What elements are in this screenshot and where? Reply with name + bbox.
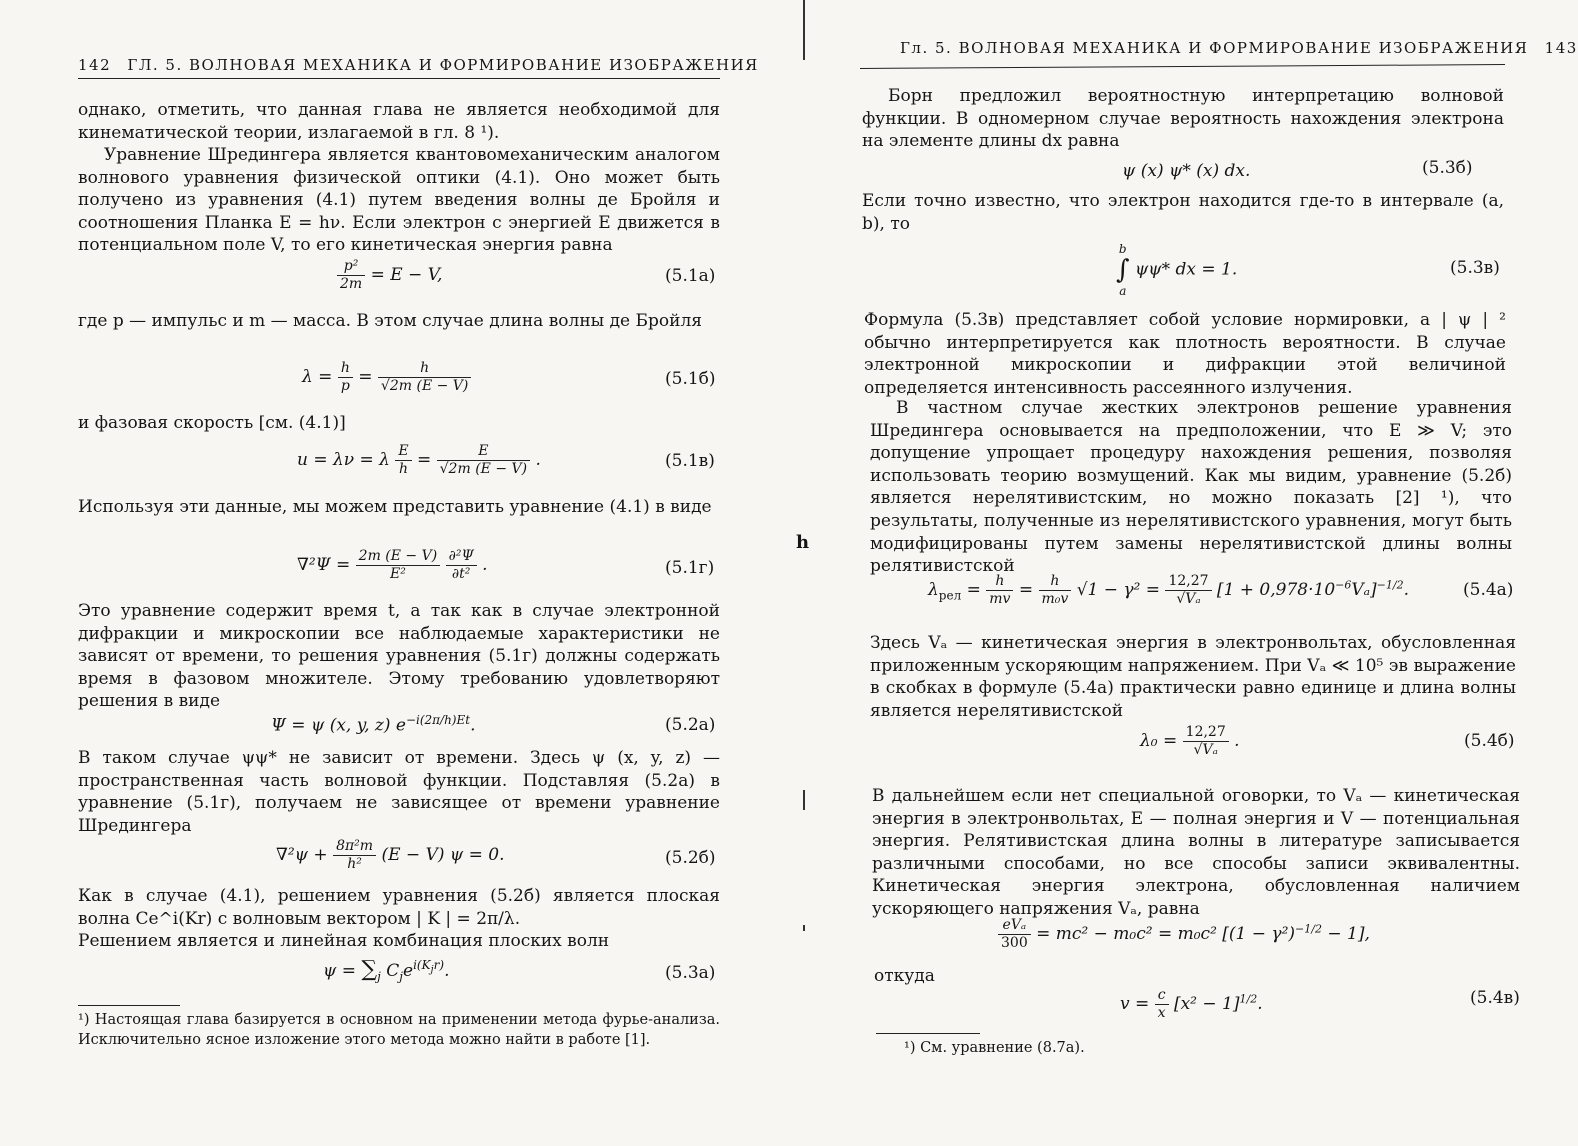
equation: b ∫ a ψψ* dx = 1. [1116, 242, 1238, 298]
equation-label: (5.4б) [1464, 731, 1515, 751]
equation: v = $\frac{c}{x}$ $[x^2 - 1]^{1/2}$. [1120, 987, 1263, 1021]
paragraph: откуда [874, 966, 935, 986]
footnote: ¹) Настоящая глава базируется в основном на применении метода фурье-анализа. Исключительно ясное изложение этого метода можно найти в работе [1]. [78, 1012, 720, 1048]
equation: $\lambda_{рел}$ = $\frac{h}{mv}$ = $\frac{h}{\text{m₀v}}$ √1 − γ² = $\frac{12,27}{\text{√Vₐ}}$ $[1 + 0,978\cdot 10^{-6}V_a]^{-1/2}$. [928, 573, 1409, 607]
equation-label: (5.2б) [665, 848, 716, 868]
paragraph: Решением является и линейная комбинация плоских волн [78, 931, 610, 951]
footnote-rule [78, 1005, 180, 1006]
header-rule [860, 64, 1505, 69]
equation-label: (5.1б) [665, 369, 716, 389]
equation: ∇²Ψ = $\frac{2m (E - V)}{\text{E²}}$ $\frac{\text{∂²Ψ}}{\text{∂t²}}$ . [297, 548, 488, 582]
equation: u = λν = λ $\frac{E}{h}$ = $\frac{E}{√2m (E - V)}$ . [297, 443, 541, 477]
footnote-rule [876, 1033, 980, 1034]
paragraph: однако, отметить, что данная глава не является необходимой для кинематической теории, излагаемой в гл. 8 ¹). [78, 100, 720, 143]
equation: $\frac{\text{p²}}{2m}$ = E − V, [337, 258, 442, 293]
paragraph: Формула (5.3в) представляет собой условие нормировки, а | ψ | ² обычно интерпретируется как плотность вероятности. В случае электронной микроскопии и дифракции этой величиной определяется интенсивность рассеянного излучения. [864, 310, 1506, 398]
equation-label: (5.1г) [665, 558, 715, 578]
paragraph: В таком случае ψψ* не зависит от времени. Здесь ψ (x, y, z) — пространственная часть волновой функции. Подставляя (5.2а) в уравнение (5.1г), получаем не зависящее от времени уравнение Шредингера [78, 748, 720, 836]
equation-label: (5.4а) [1463, 580, 1514, 600]
page-header [900, 39, 1578, 57]
paragraph: Борн предложил вероятностную интерпретацию волновой функции. В одномерном случае вероятность нахождения электрона на элементе длины dx равна [862, 86, 1504, 152]
paragraph: В частном случае жестких электронов решение уравнения Шредингера основывается на предположении, что E ≫ V; это допущение упрощает процедуру нахождения решения, позволяя использовать теорию возмущений. Как мы видим, уравнение (5.2б) является нерелятивистским, но можно показать [2] ¹), что результаты, полученные из нерелятивистского уравнения, могут быть модифицированы путем замены нерелятивистской длины волны релятивистской [870, 398, 1512, 577]
equation-label: (5.3а) [665, 963, 716, 983]
running-title: ГЛ. 5. ВОЛНОВАЯ МЕХАНИКА И ФОРМИРОВАНИЕ ИЗОБРАЖЕНИЯ [127, 56, 759, 74]
equation-label: (5.1в) [665, 451, 715, 471]
paragraph: Это уравнение содержит время t, а так как в случае электронной дифракции и микроскопии все наблюдаемые характеристики не зависят от времени, то решения уравнения (5.1г) должны содержать время в фазовом множителе. Этому требованию удовлетворяют решения в виде [78, 601, 720, 712]
equation: ψ (x) ψ* (x) dx. [1122, 161, 1251, 181]
equation: λ = $\frac{h}{p}$ = $\frac{h}{√2m (E - V)}$ [302, 360, 471, 395]
paragraph: Уравнение Шредингера является квантовомеханическим аналогом волнового уравнения физической оптики (4.1). Оно может быть получено из уравнения (4.1) путем введения волны де Бройля и соотношения Планка E = hν. Если электрон с энергией E движется в потенциальном поле V, то его кинетическая энергия равна [78, 145, 720, 256]
header-rule [78, 78, 720, 79]
paragraph: Используя эти данные, мы можем представить уравнение (4.1) в виде [78, 497, 712, 517]
footnote: ¹) См. уравнение (8.7а). [904, 1040, 1085, 1056]
equation: $\psi = \sum_j$ $C_je^{i(K_jr)}$. [323, 957, 450, 984]
page-header [78, 56, 759, 74]
running-title: Гл. 5. ВОЛНОВАЯ МЕХАНИКА И ФОРМИРОВАНИЕ ИЗОБРАЖЕНИЯ [900, 39, 1529, 57]
equation: $\frac{\text{eVₐ}}{300}$ = mc² − m₀c² = m₀c² $[(1 - \gamma^2)^{-1/2} - 1]$, [998, 917, 1370, 952]
paragraph: где p — импульс и m — масса. В этом случае длина волны де Бройля [78, 311, 702, 331]
equation-label: (5.2а) [665, 715, 716, 735]
right-page [786, 0, 1578, 1146]
equation-label: (5.4в) [1470, 988, 1520, 1008]
equation: ∇²ψ + $\frac{\text{8π²m}}{\text{h²}}$ (E − V) ψ = 0. [276, 838, 505, 872]
equation-label: (5.1а) [665, 266, 716, 286]
equation-label: (5.3б) [1422, 158, 1473, 178]
equation-label: (5.3в) [1450, 258, 1500, 278]
page-number: 142 [78, 56, 112, 74]
left-page [0, 0, 785, 1146]
paragraph: Если точно известно, что электрон находится где-то в интервале (a, b), то [862, 191, 1504, 234]
page-number: 143 [1544, 39, 1578, 57]
equation: λ₀ = $\frac{12,27}{\text{√Vₐ}}$ . [1140, 724, 1240, 758]
equation: Ψ = ψ (x, y, z) $e^{-i(2\pi/h)Et}$. [271, 713, 476, 736]
gutter-mark: h [796, 532, 810, 553]
paragraph: Здесь Vₐ — кинетическая энергия в электронвольтах, обусловленная приложенным ускоряющим напряжением. При Vₐ ≪ 10⁵ эв выражение в скобках в формуле (5.4а) практически равно единице и длина волны является нерелятивистской [870, 633, 1516, 721]
paragraph: и фазовая скорость [см. (4.1)] [78, 413, 346, 433]
paragraph: Как в случае (4.1), решением уравнения (5.2б) является плоская волна Ce^i(Kr) с волновым вектором | K | = 2π/λ. [78, 886, 720, 929]
paragraph: В дальнейшем если нет специальной оговорки, то Vₐ — кинетическая энергия в электронвольтах, E — полная энергия и V — потенциальная энергия. Релятивистская длина волны в литературе записывается различными способами, но все способы записи эквивалентны. Кинетическая энергия электрона, обусловленная наличием ускоряющего напряжения Vₐ, равна [872, 786, 1520, 919]
